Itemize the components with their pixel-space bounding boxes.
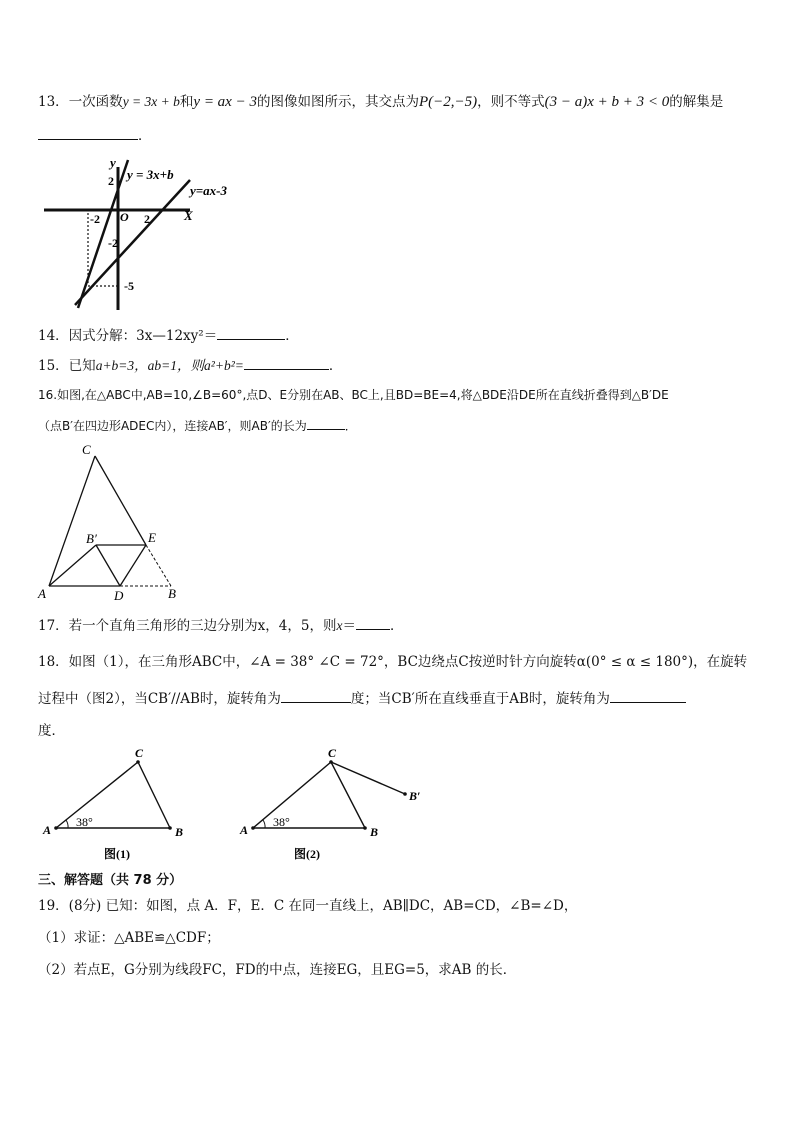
fig2-label-B-prime: B′ bbox=[409, 789, 421, 803]
q18-figure-2 bbox=[234, 745, 434, 865]
fig2-caption: 图(2) bbox=[294, 847, 320, 861]
q19-part2: （2）若点E，G分别为线段FC，FD的中点，连接EG，且EG=5，求AB 的长． bbox=[38, 962, 517, 978]
q14-line: 14．因式分解：3x—12xy²＝ ． bbox=[38, 328, 299, 344]
tick-x-neg2: -2 bbox=[90, 212, 100, 226]
fig2-label-B: B bbox=[370, 825, 379, 839]
x-axis-label: X bbox=[184, 208, 193, 223]
q13-graph-figure bbox=[40, 155, 272, 315]
label-B: B bbox=[168, 586, 176, 601]
section-3-heading: 三、解答题（共 78 分） bbox=[38, 873, 183, 888]
tick-y-neg2: -2 bbox=[108, 236, 118, 250]
tick-x-2: 2 bbox=[144, 212, 150, 226]
fig2-angle-label: 38° bbox=[273, 815, 290, 829]
q16-line1: 16.如图,在△ABC中,AB=10,∠B=60°,点D、E分别在AB、BC上,且BD=BE=4,将△BDE沿DE所在直线折叠得到△B′DE bbox=[38, 388, 669, 402]
q15-line: 15．已知a+b=3，ab=1，则a²+b²= ． bbox=[38, 358, 343, 374]
q19-part1: （1）求证：△ABE≌△CDF； bbox=[38, 930, 220, 946]
label-B-prime: B′ bbox=[86, 531, 97, 546]
answer-blank[interactable] bbox=[307, 417, 345, 430]
label-E: E bbox=[148, 530, 156, 545]
q18-figure-1 bbox=[38, 745, 198, 865]
q18-line1: 18．如图（1），在三角形ABC中，∠A = 38° ∠C = 72°，BC边绕点C按逆时针方向旋转α(0° ≤ α ≤ 180°)，在旋转 bbox=[38, 654, 748, 670]
q13-line1: 13．一次函数y = 3x + b和y = ax − 3的图像如图所示，其交点为P(−2,−5)，则不等式(3 − a)x + b + 3 < 0的解集是 bbox=[38, 94, 724, 110]
tick-y-2: 2 bbox=[108, 174, 114, 188]
q19-line1: 19．(8分) 已知：如图，点 A．F，E．C 在同一直线上，AB∥DC，AB=CD，∠B=∠D， bbox=[38, 898, 578, 914]
fig1-label-B: B bbox=[175, 825, 184, 839]
q16-triangle-figure bbox=[36, 440, 186, 602]
y-axis-label: y bbox=[110, 155, 116, 170]
fig1-label-A: A bbox=[43, 823, 52, 837]
origin-label: O bbox=[120, 210, 129, 224]
q13-answer-line: ． bbox=[38, 124, 152, 144]
fig2-label-A: A bbox=[240, 823, 249, 837]
answer-blank[interactable] bbox=[281, 690, 351, 703]
answer-blank[interactable] bbox=[38, 127, 138, 140]
tick-y-neg5: -5 bbox=[124, 279, 134, 293]
q18-line2: 过程中（图2），当CB′//AB时，旋转角为 度；当CB′所在直线垂直于AB时，旋转角为 bbox=[38, 687, 686, 707]
line1-label: y = 3x+b bbox=[127, 167, 174, 182]
fig1-label-C: C bbox=[135, 746, 144, 760]
answer-blank[interactable] bbox=[217, 327, 285, 340]
fig1-caption: 图(1) bbox=[104, 847, 130, 861]
q18-line3: 度． bbox=[38, 723, 65, 739]
answer-blank[interactable] bbox=[610, 690, 686, 703]
answer-blank[interactable] bbox=[244, 357, 329, 370]
fig2-label-C: C bbox=[328, 746, 337, 760]
line2-label: y=ax-3 bbox=[190, 183, 228, 198]
fig1-angle-label: 38° bbox=[76, 815, 93, 829]
q17-line: 17．若一个直角三角形的三边分别为x，4，5，则x＝ ． bbox=[38, 618, 404, 634]
label-A: A bbox=[38, 586, 46, 601]
q16-line2: （点B′在四边形ADEC内），连接AB′，则AB′的长为 ． bbox=[38, 419, 357, 433]
label-C: C bbox=[82, 442, 91, 457]
answer-blank[interactable] bbox=[356, 617, 390, 630]
label-D: D bbox=[114, 588, 124, 602]
